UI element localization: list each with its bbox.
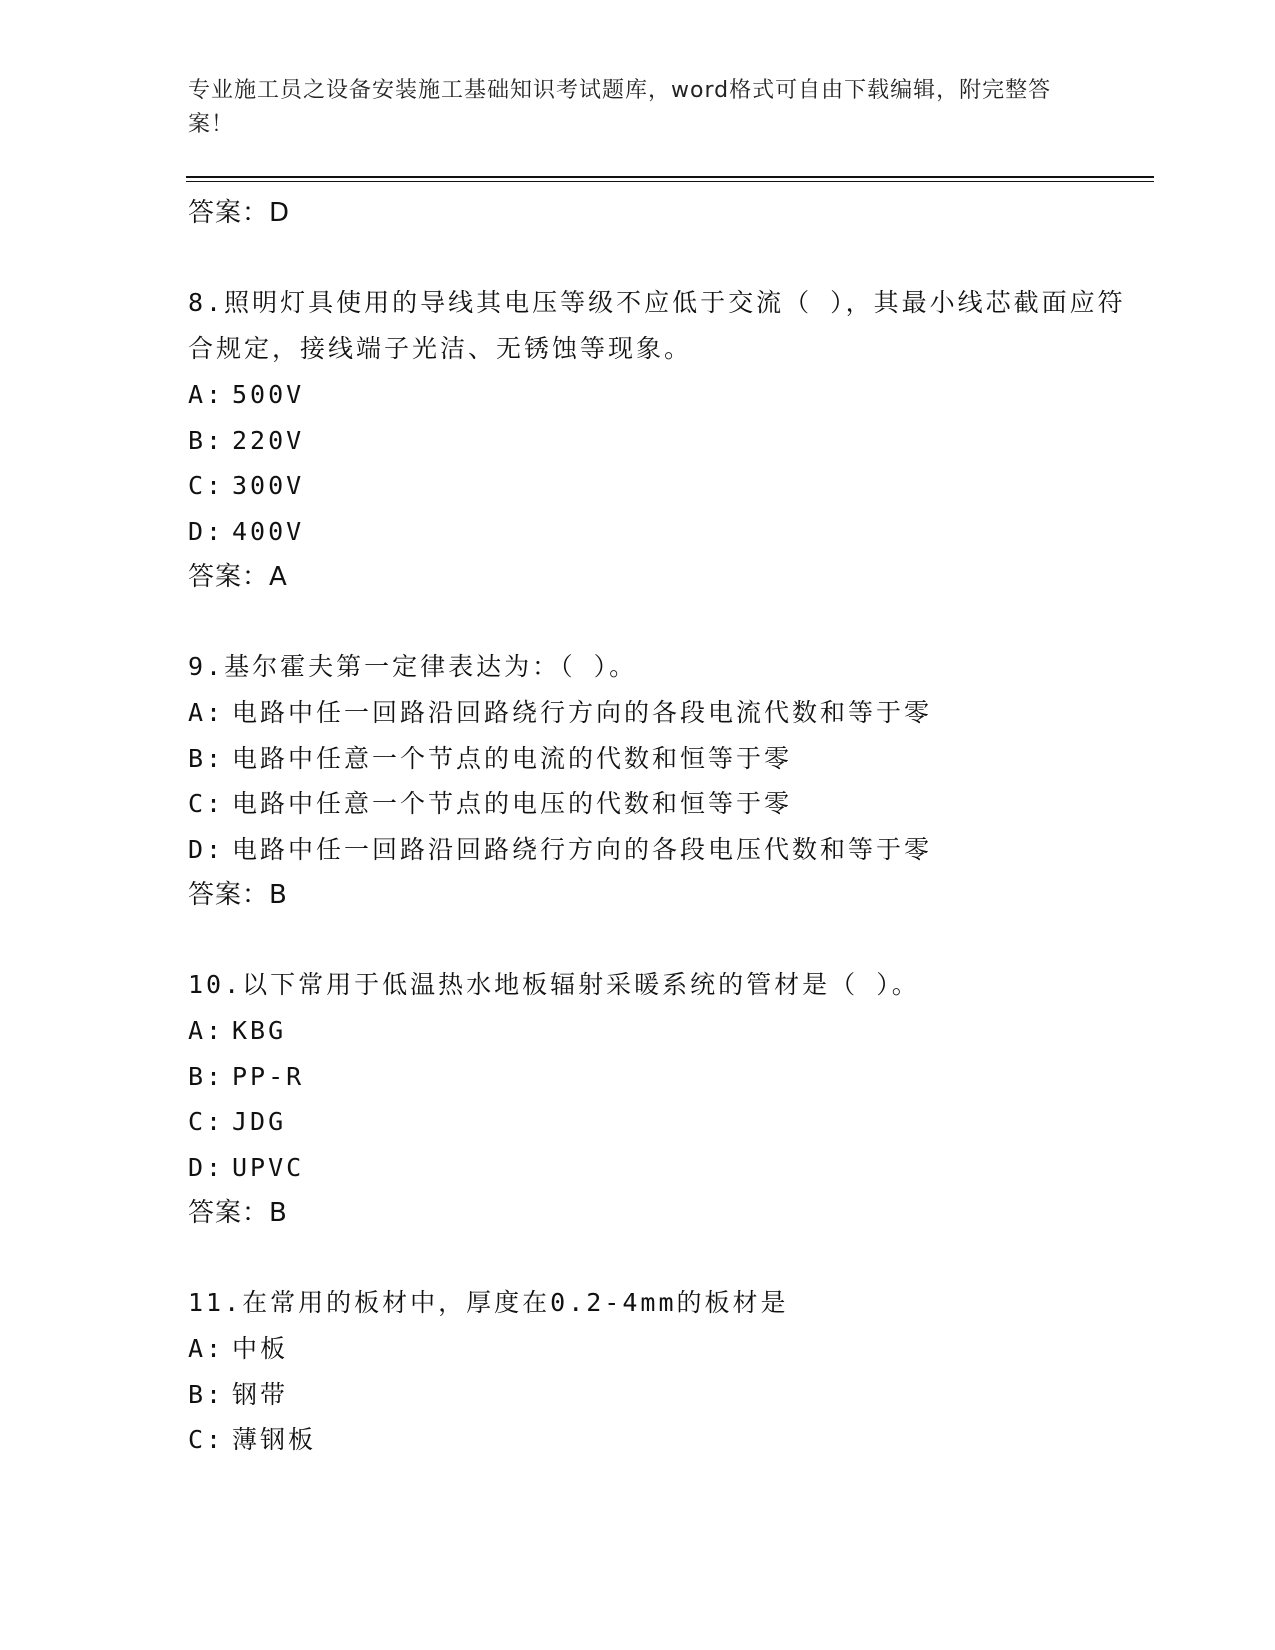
question-stem: 10.以下常用于低温热水地板辐射采暖系统的管材是（ ）。: [188, 970, 920, 999]
option: [188, 1099, 1128, 1145]
answer-line: 答案：A: [188, 562, 288, 592]
answer-line: 答案：B: [188, 1198, 288, 1228]
option: [188, 418, 1128, 464]
option-letter: D:: [188, 834, 225, 864]
document-header: 专业施工员之设备安装施工基础知识考试题库，word格式可自由下载编辑，附完整答案！: [188, 78, 1052, 137]
option-text: 薄钢板: [232, 1425, 317, 1454]
header-rule-thick: [186, 176, 1154, 178]
option-letter: A:: [188, 698, 225, 727]
option-text: 400V: [232, 516, 305, 546]
option-text: 中板: [232, 1334, 289, 1363]
option-text: KBG: [232, 1016, 287, 1045]
option: [188, 827, 1128, 873]
option-text: 220V: [232, 425, 305, 455]
question-stem: 11.在常用的板材中，厚度在0.2-4mm的板材是: [188, 1288, 789, 1317]
option: [188, 509, 1128, 555]
option-text: PP-R: [232, 1061, 305, 1091]
option: [188, 1145, 1128, 1191]
option: [188, 781, 1128, 827]
question-list: [188, 190, 1128, 1463]
option: [188, 736, 1128, 782]
option-letter: B:: [188, 1061, 225, 1091]
option-text: 电路中任意一个节点的电流的代数和恒等于零: [232, 743, 793, 773]
option-text: UPVC: [232, 1152, 305, 1182]
option-text: 钢带: [232, 1379, 289, 1409]
option-letter: D:: [188, 1152, 225, 1182]
option: [188, 1417, 1128, 1463]
option: [188, 1326, 1128, 1372]
option: [188, 463, 1128, 509]
question-block: [188, 962, 1128, 1236]
option-text: 500V: [232, 380, 305, 409]
option-letter: B:: [188, 743, 225, 773]
question-stem: 9.基尔霍夫第一定律表达为：（ ）。: [188, 652, 638, 681]
option-text: 300V: [232, 471, 305, 500]
option: [188, 372, 1128, 418]
question-block: [188, 280, 1128, 600]
option-letter: B:: [188, 425, 225, 455]
option-letter: A:: [188, 380, 225, 409]
question-block: [188, 644, 1128, 918]
answer-line: 答案：B: [188, 880, 288, 910]
option-letter: C:: [188, 1107, 225, 1136]
option: [188, 1054, 1128, 1100]
option-letter: A:: [188, 1016, 225, 1045]
option: [188, 1372, 1128, 1418]
option-text: 电路中任意一个节点的电压的代数和恒等于零: [232, 789, 793, 818]
header-rule-thin: [186, 181, 1154, 182]
option-letter: C:: [188, 471, 225, 500]
answer-line: 答案：D: [188, 198, 291, 228]
option: [188, 690, 1128, 736]
option-text: 电路中任一回路沿回路绕行方向的各段电压代数和等于零: [232, 834, 933, 864]
option: [188, 1008, 1128, 1054]
option-letter: A:: [188, 1334, 225, 1363]
option-letter: B:: [188, 1379, 225, 1409]
question-stem: 8.照明灯具使用的导线其电压等级不应低于交流（ ），其最小线芯截面应符合规定，接线端子光洁、无锈蚀等现象。: [188, 288, 1126, 363]
option-text: 电路中任一回路沿回路绕行方向的各段电流代数和等于零: [232, 698, 933, 727]
option-text: JDG: [232, 1107, 287, 1136]
option-letter: C:: [188, 1425, 225, 1454]
question-block: [188, 1280, 1128, 1463]
option-letter: D:: [188, 516, 225, 546]
option-letter: C:: [188, 789, 225, 818]
